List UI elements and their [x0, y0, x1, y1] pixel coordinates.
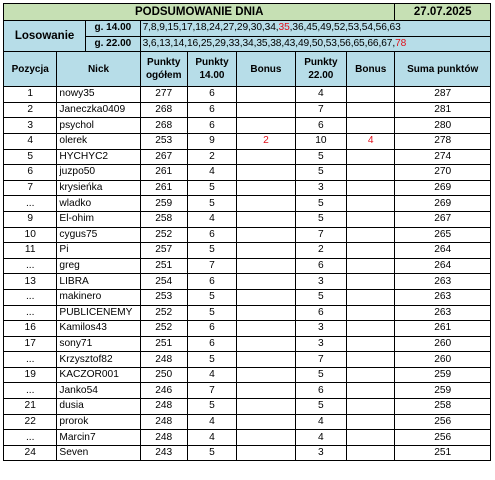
points-1400-cell: 6: [187, 118, 236, 134]
nick-cell: greg: [57, 258, 140, 274]
nick-cell: wladko: [57, 196, 140, 212]
bonus-1400-cell: [237, 180, 296, 196]
sum-cell: 258: [395, 399, 491, 415]
nick-cell: sony71: [57, 336, 140, 352]
total-points-cell: 261: [140, 165, 187, 181]
bonus-2200-cell: [347, 227, 395, 243]
bonus-1400-cell: [237, 102, 296, 118]
position-cell: 6: [4, 165, 57, 181]
bonus-2200-cell: [347, 352, 395, 368]
table-row: [4, 274, 491, 290]
table-row: [4, 321, 491, 337]
points-1400-cell: 6: [187, 321, 236, 337]
points-1400-cell: 5: [187, 352, 236, 368]
points-2200-cell: 5: [295, 149, 346, 165]
total-points-cell: 277: [140, 87, 187, 103]
points-1400-cell: 5: [187, 180, 236, 196]
bonus-1400-cell: [237, 118, 296, 134]
position-cell: ...: [4, 196, 57, 212]
draw-number: 27: [223, 22, 235, 34]
points-1400-cell: 6: [187, 227, 236, 243]
draw-number: 56: [375, 22, 387, 34]
bonus-1400-cell: [237, 243, 296, 259]
summary-date: 27.07.2025: [395, 4, 491, 21]
position-cell: ...: [4, 383, 57, 399]
points-2200-cell: 4: [295, 414, 346, 430]
position-cell: ...: [4, 352, 57, 368]
points-2200-cell: 3: [295, 445, 346, 461]
points-2200-cell: 5: [295, 399, 346, 415]
total-points-cell: 251: [140, 336, 187, 352]
points-1400-cell: 5: [187, 445, 236, 461]
nick-cell: HYCHYC2: [57, 149, 140, 165]
draw-number: 25: [200, 37, 212, 49]
table-row: [4, 196, 491, 212]
points-2200-cell: 3: [295, 274, 346, 290]
sum-cell: 280: [395, 118, 491, 134]
sum-cell: 278: [395, 133, 491, 149]
points-2200-cell: 6: [295, 305, 346, 321]
sum-cell: 264: [395, 243, 491, 259]
draw-number: 6: [150, 37, 157, 49]
draw-number: 15: [167, 22, 179, 34]
nick-cell: juzpo50: [57, 165, 140, 181]
sum-cell: 270: [395, 165, 491, 181]
points-2200-cell: 3: [295, 336, 346, 352]
bonus-1400-cell: [237, 87, 296, 103]
table-row: [4, 336, 491, 352]
position-cell: 10: [4, 227, 57, 243]
bonus-2200-cell: [347, 211, 395, 227]
col-header-total-points: Punkty ogółem: [140, 52, 187, 87]
table-row: [4, 399, 491, 415]
points-1400-cell: 6: [187, 336, 236, 352]
draw-number: 54: [361, 22, 373, 34]
draw-time-1400: g. 14.00: [86, 21, 140, 37]
position-cell: 22: [4, 414, 57, 430]
position-cell: 21: [4, 399, 57, 415]
draw-number: 53: [347, 22, 360, 34]
points-2200-cell: 4: [295, 87, 346, 103]
bonus-1400-cell: [237, 305, 296, 321]
table-row: [4, 102, 491, 118]
draw-number: 29: [236, 22, 249, 34]
draw-number: 67: [381, 37, 393, 49]
sum-cell: 274: [395, 149, 491, 165]
col-header-position: Pozycja: [4, 52, 57, 87]
bonus-1400-cell: [237, 445, 296, 461]
sum-cell: 260: [395, 352, 491, 368]
bonus-2200-cell: [347, 336, 395, 352]
bonus-1400-cell: [237, 149, 296, 165]
position-cell: 4: [4, 133, 57, 149]
bonus-2200-cell: [347, 305, 395, 321]
position-cell: ...: [4, 258, 57, 274]
draw-number: 16: [186, 37, 199, 49]
points-1400-cell: 6: [187, 102, 236, 118]
bonus-1400-cell: [237, 165, 296, 181]
position-cell: ...: [4, 305, 57, 321]
total-points-cell: 257: [140, 243, 187, 259]
draw-number: 66: [367, 37, 379, 49]
draw-number: 13: [159, 37, 171, 49]
draw-number: 3: [142, 37, 149, 49]
sum-cell: 263: [395, 274, 491, 290]
points-1400-cell: 5: [187, 196, 236, 212]
bonus-2200-cell: [347, 118, 395, 134]
summary-title: PODSUMOWANIE DNIA: [4, 4, 395, 21]
total-points-cell: 258: [140, 211, 187, 227]
col-header-sum: Suma punktów: [395, 52, 491, 87]
position-cell: 16: [4, 321, 57, 337]
points-1400-cell: 6: [187, 274, 236, 290]
table-row: [4, 211, 491, 227]
points-1400-cell: 7: [187, 258, 236, 274]
draw-number: 38: [270, 37, 282, 49]
bonus-1400-cell: [237, 414, 296, 430]
table-row: [4, 87, 491, 103]
sum-cell: 281: [395, 102, 491, 118]
total-points-cell: 250: [140, 367, 187, 383]
nick-cell: psychol: [57, 118, 140, 134]
col-header-points-2200: Punkty 22.00: [295, 52, 346, 87]
nick-cell: prorok: [57, 414, 140, 430]
points-1400-cell: 5: [187, 243, 236, 259]
points-1400-cell: 4: [187, 414, 236, 430]
draw-number: 52: [334, 22, 346, 34]
points-1400-cell: 7: [187, 383, 236, 399]
points-2200-cell: 3: [295, 321, 346, 337]
position-cell: 5: [4, 149, 57, 165]
table-row: [4, 243, 491, 259]
sum-cell: 264: [395, 258, 491, 274]
bonus-2200-cell: [347, 180, 395, 196]
bonus-1400-cell: [237, 289, 296, 305]
bonus-2200-cell: [347, 430, 395, 446]
position-cell: 7: [4, 180, 57, 196]
points-2200-cell: 2: [295, 243, 346, 259]
bonus-2200-cell: 4: [347, 133, 395, 149]
total-points-cell: 254: [140, 274, 187, 290]
sum-cell: 261: [395, 321, 491, 337]
table-row: [4, 149, 491, 165]
bonus-1400-cell: [237, 352, 296, 368]
points-1400-cell: 2: [187, 149, 236, 165]
bonus-1400-cell: 2: [237, 133, 296, 149]
bonus-1400-cell: [237, 336, 296, 352]
points-1400-cell: 5: [187, 305, 236, 321]
nick-cell: cygus75: [57, 227, 140, 243]
table-row: [4, 430, 491, 446]
points-2200-cell: 3: [295, 180, 346, 196]
points-1400-cell: 9: [187, 133, 236, 149]
position-cell: ...: [4, 289, 57, 305]
bonus-2200-cell: [347, 445, 395, 461]
draw-numbers-1400: 7,8,9,15,17,18,24,27,29,30,34,35,36,45,49,52,53,54,56,63: [140, 21, 490, 37]
nick-cell: Krzysztof82: [57, 352, 140, 368]
points-1400-cell: 4: [187, 367, 236, 383]
draw-number: 49: [297, 37, 310, 49]
table-row: [4, 383, 491, 399]
nick-cell: El-ohim: [57, 211, 140, 227]
draw-number: 45: [306, 22, 318, 34]
sum-cell: 269: [395, 196, 491, 212]
draw-time-2200: g. 22.00: [86, 36, 140, 52]
nick-cell: Seven: [57, 445, 140, 461]
bonus-2200-cell: [347, 274, 395, 290]
total-points-cell: 261: [140, 180, 187, 196]
sum-cell: 256: [395, 414, 491, 430]
col-header-points-1400: Punkty 14.00: [187, 52, 236, 87]
sum-cell: 259: [395, 383, 491, 399]
table-row: [4, 414, 491, 430]
points-1400-cell: 4: [187, 211, 236, 227]
draw-number: 14: [173, 37, 185, 49]
total-points-cell: 267: [140, 149, 187, 165]
total-points-cell: 252: [140, 305, 187, 321]
bonus-2200-cell: [347, 258, 395, 274]
table-row: [4, 445, 491, 461]
bonus-2200-cell: [347, 367, 395, 383]
sum-cell: 287: [395, 87, 491, 103]
col-header-bonus-2200: Bonus: [347, 52, 395, 87]
nick-cell: LIBRA: [57, 274, 140, 290]
nick-cell: dusia: [57, 399, 140, 415]
table-row: [4, 227, 491, 243]
points-2200-cell: 5: [295, 211, 346, 227]
draw-number: 35: [278, 22, 290, 34]
column-header-row: [4, 52, 491, 87]
bonus-1400-cell: [237, 399, 296, 415]
bonus-2200-cell: [347, 149, 395, 165]
bonus-2200-cell: [347, 196, 395, 212]
total-points-cell: 252: [140, 227, 187, 243]
sum-cell: 267: [395, 211, 491, 227]
sum-cell: 256: [395, 430, 491, 446]
bonus-1400-cell: [237, 227, 296, 243]
points-2200-cell: 6: [295, 383, 346, 399]
bonus-2200-cell: [347, 165, 395, 181]
total-points-cell: 248: [140, 399, 187, 415]
draw-number: 7: [142, 22, 149, 34]
sum-cell: 263: [395, 305, 491, 321]
table-row: [4, 305, 491, 321]
nick-cell: Pi: [57, 243, 140, 259]
position-cell: 3: [4, 118, 57, 134]
position-cell: 19: [4, 367, 57, 383]
nick-cell: Kamilos43: [57, 321, 140, 337]
daily-summary-table: [3, 3, 491, 461]
points-2200-cell: 6: [295, 258, 346, 274]
draw-label: Losowanie: [4, 21, 86, 52]
col-header-bonus-1400: Bonus: [237, 52, 296, 87]
bonus-1400-cell: [237, 196, 296, 212]
points-2200-cell: 7: [295, 102, 346, 118]
points-2200-cell: 7: [295, 352, 346, 368]
sum-cell: 251: [395, 445, 491, 461]
position-cell: 11: [4, 243, 57, 259]
table-row: [4, 180, 491, 196]
draw-number: 18: [195, 22, 207, 34]
bonus-1400-cell: [237, 383, 296, 399]
draw-number: 49: [320, 22, 332, 34]
total-points-cell: 268: [140, 118, 187, 134]
bonus-2200-cell: [347, 243, 395, 259]
points-2200-cell: 5: [295, 165, 346, 181]
points-1400-cell: 4: [187, 430, 236, 446]
position-cell: 9: [4, 211, 57, 227]
points-2200-cell: 6: [295, 118, 346, 134]
total-points-cell: 248: [140, 352, 187, 368]
total-points-cell: 251: [140, 258, 187, 274]
bonus-1400-cell: [237, 274, 296, 290]
nick-cell: olerek: [57, 133, 140, 149]
table-row: [4, 352, 491, 368]
table-row: [4, 133, 491, 149]
bonus-1400-cell: [237, 430, 296, 446]
draw-number: 24: [209, 22, 221, 34]
table-row: [4, 367, 491, 383]
draw-number: 65: [353, 37, 365, 49]
bonus-2200-cell: [347, 289, 395, 305]
total-points-cell: 248: [140, 414, 187, 430]
total-points-cell: 253: [140, 133, 187, 149]
points-2200-cell: 10: [295, 133, 346, 149]
nick-cell: Janeczka0409: [57, 102, 140, 118]
bonus-2200-cell: [347, 321, 395, 337]
bonus-1400-cell: [237, 211, 296, 227]
points-2200-cell: 5: [295, 196, 346, 212]
points-2200-cell: 7: [295, 227, 346, 243]
position-cell: 1: [4, 87, 57, 103]
col-header-nick: Nick: [57, 52, 140, 87]
draw-number: 78: [395, 37, 407, 49]
draw-number: 36: [292, 22, 304, 34]
bonus-2200-cell: [347, 383, 395, 399]
sum-cell: 265: [395, 227, 491, 243]
total-points-cell: 253: [140, 289, 187, 305]
draw-number: 35: [256, 37, 268, 49]
table-row: [4, 289, 491, 305]
points-1400-cell: 5: [187, 399, 236, 415]
draw-number: 63: [389, 22, 401, 34]
points-1400-cell: 6: [187, 87, 236, 103]
total-points-cell: 259: [140, 196, 187, 212]
nick-cell: nowy35: [57, 87, 140, 103]
total-points-cell: 248: [140, 430, 187, 446]
draw-number: 9: [159, 22, 165, 34]
draw-numbers-2200: 3,6,13,14,16,25,29,33,34,35,38,43,49,50,53,56,65,66,67,78: [140, 36, 490, 52]
nick-cell: makinero: [57, 289, 140, 305]
draw-number: 33: [228, 37, 240, 49]
sum-cell: 259: [395, 367, 491, 383]
sum-cell: 263: [395, 289, 491, 305]
draw-number: 17: [181, 22, 193, 34]
total-points-cell: 268: [140, 102, 187, 118]
draw-number: 34: [264, 22, 276, 34]
position-cell: ...: [4, 430, 57, 446]
draw-number: 56: [339, 37, 351, 49]
bonus-2200-cell: [347, 87, 395, 103]
bonus-1400-cell: [237, 367, 296, 383]
total-points-cell: 246: [140, 383, 187, 399]
draw-number: 43: [284, 37, 296, 49]
draw-number: 29: [214, 37, 226, 49]
draw-number: 50: [311, 37, 323, 49]
sum-cell: 260: [395, 336, 491, 352]
position-cell: 17: [4, 336, 57, 352]
table-row: [4, 258, 491, 274]
total-points-cell: 252: [140, 321, 187, 337]
position-cell: 2: [4, 102, 57, 118]
points-1400-cell: 5: [187, 289, 236, 305]
nick-cell: Marcin7: [57, 430, 140, 446]
position-cell: 24: [4, 445, 57, 461]
total-points-cell: 243: [140, 445, 187, 461]
draw-number: 53: [325, 37, 337, 49]
points-2200-cell: 5: [295, 367, 346, 383]
nick-cell: KACZOR001: [57, 367, 140, 383]
draw-number: 8: [150, 22, 157, 34]
bonus-1400-cell: [237, 321, 296, 337]
nick-cell: PUBLICENEMY: [57, 305, 140, 321]
position-cell: 13: [4, 274, 57, 290]
bonus-2200-cell: [347, 102, 395, 118]
bonus-2200-cell: [347, 399, 395, 415]
points-2200-cell: 4: [295, 430, 346, 446]
nick-cell: Janko54: [57, 383, 140, 399]
sum-cell: 269: [395, 180, 491, 196]
bonus-1400-cell: [237, 258, 296, 274]
points-2200-cell: 5: [295, 289, 346, 305]
bonus-2200-cell: [347, 414, 395, 430]
table-row: [4, 118, 491, 134]
table-row: [4, 165, 491, 181]
draw-number: 30: [250, 22, 262, 34]
nick-cell: krysieńka: [57, 180, 140, 196]
draw-number: 34: [242, 37, 254, 49]
points-1400-cell: 4: [187, 165, 236, 181]
